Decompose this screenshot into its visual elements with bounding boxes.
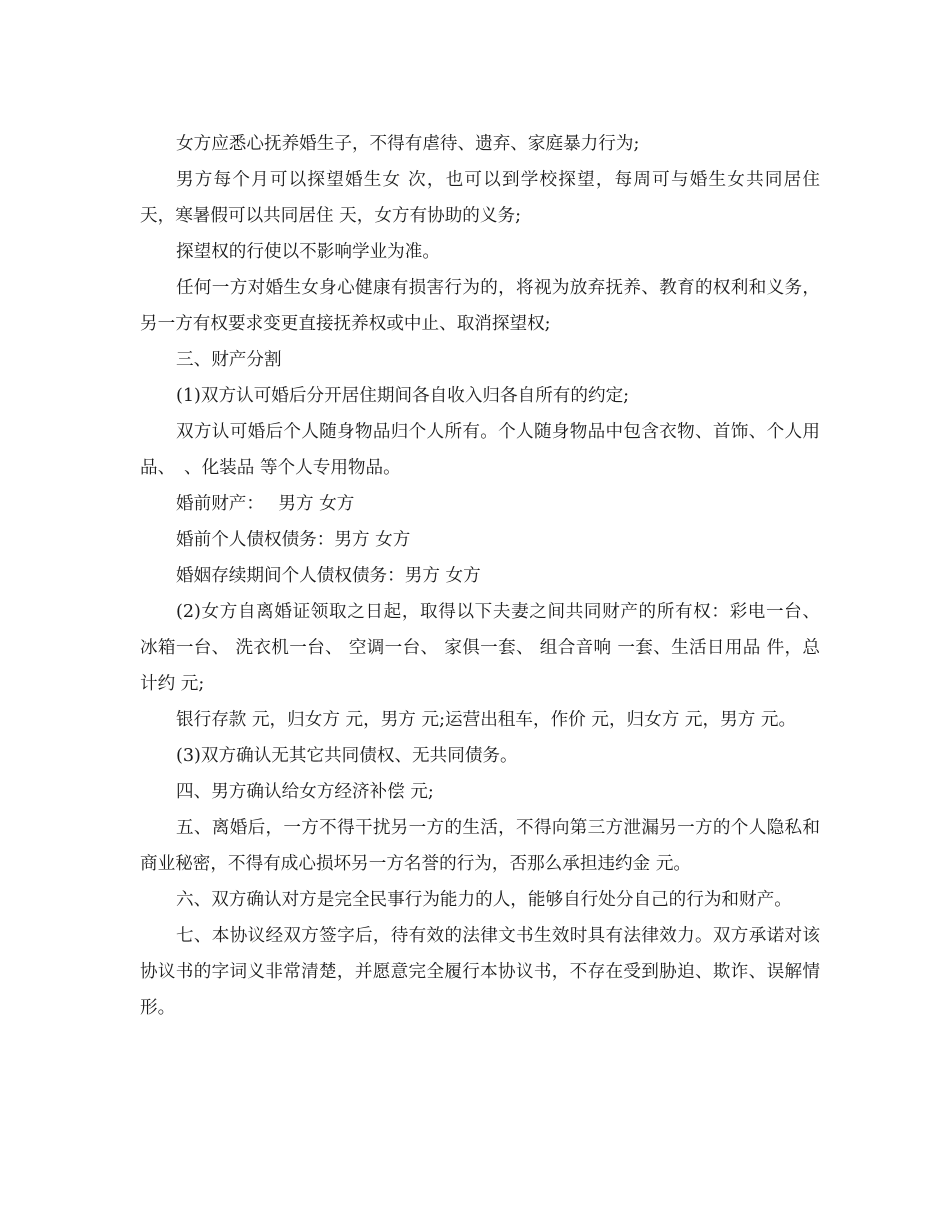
section-heading-property: 三、财产分割 xyxy=(176,350,282,370)
paragraph-premarital-debts: 婚前个人债权债务：男方 女方 xyxy=(176,530,411,550)
paragraph-marital-debts: 婚姻存续期间个人债权债务：男方 女方 xyxy=(176,566,481,586)
paragraph-premarital-property: 婚前财产： 男方 女方 xyxy=(176,494,355,514)
paragraph-bank-deposit: 银行存款 元，归女方 元，男方 元;运营出租车，作价 元，归女方 元，男方 元。 xyxy=(176,710,797,730)
paragraph-joint-property: (2)女方自离婚证领取之日起，取得以下夫妻之间共同财产的所有权：彩电一台、 冰箱一台、 洗衣机一台、 空调一台、 家俱一套、 组合音响 一套、生活日用品 件，总计约 元; xyxy=(140,602,826,694)
paragraph-personal-items: 双方认可婚后个人随身物品归个人所有。个人随身物品中包含衣物、首饰、个人用品、 、化装品 等个人专用物品。 xyxy=(140,422,820,478)
section-non-interference: 五、离婚后，一方不得干扰另一方的生活，不得向第三方泄漏另一方的个人隐私和商业秘密，不得有成心损坏另一方名誉的行为，否那么承担违约金 元。 xyxy=(140,818,820,874)
section-effectiveness: 七、本协议经双方签字后，待有效的法律文书生效时具有法律效力。双方承诺对该协议书的字词义非常清楚，并愿意完全履行本协议书，不存在受到胁迫、欺诈、误解情形。 xyxy=(140,926,820,1018)
paragraph-visitation-study: 探望权的行使以不影响学业为准。 xyxy=(176,242,440,262)
paragraph-harm-clause: 任何一方对婚生女身心健康有损害行为的，将视为放弃抚养、教育的权利和义务，另一方有权要求变更直接抚养权或中止、取消探望权; xyxy=(140,278,820,334)
paragraph-visitation: 男方每个月可以探望婚生女 次，也可以到学校探望，每周可与婚生女共同居住 天，寒暑假可以共同居住 天，女方有协助的义务; xyxy=(140,170,826,226)
paragraph-separate-income: (1)双方认可婚后分开居住期间各自收入归各自所有的约定; xyxy=(176,386,630,406)
paragraph-no-joint-debts: (3)双方确认无其它共同债权、无共同债务。 xyxy=(176,746,518,766)
document-body xyxy=(140,126,826,1026)
section-capacity: 六、双方确认对方是完全民事行为能力的人，能够自行处分自己的行为和财产。 xyxy=(176,890,792,910)
section-compensation: 四、男方确认给女方经济补偿 元; xyxy=(176,782,434,802)
paragraph-child-care: 女方应悉心抚养婚生子，不得有虐待、遗弃、家庭暴力行为; xyxy=(176,134,640,154)
